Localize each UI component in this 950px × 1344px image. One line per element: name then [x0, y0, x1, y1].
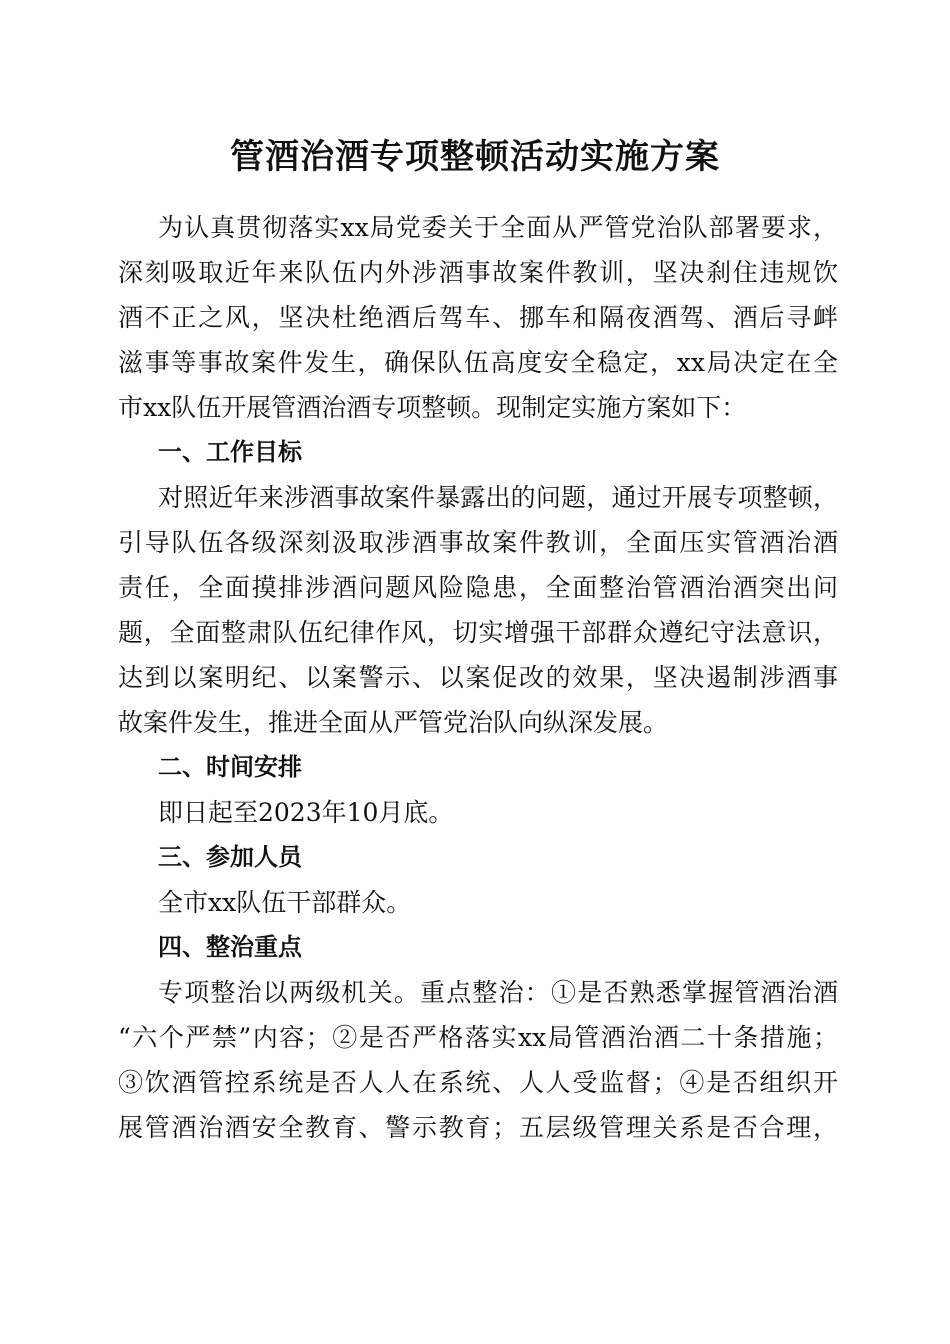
intro-line: 市xx队伍开展管酒治酒专项整顿。现制定实施方案如下：: [118, 393, 747, 422]
focus-line: ③饮酒管控系统是否人人在系统、人人受监督；④是否组织开: [118, 1068, 838, 1097]
intro-line: 深刻吸取近年来队伍内外涉酒事故案件教训，坚决刹住违规饮: [118, 258, 838, 287]
intro-line: 为认真贯彻落实xx局党委关于全面从严管党治队部署要求，: [158, 213, 838, 242]
section-heading-goals: 一、工作目标: [158, 438, 302, 466]
focus-line: 专项整治以两级机关。重点整治：①是否熟悉掌握管酒治酒: [158, 978, 838, 1007]
participants-line: 全市xx队伍干部群众。: [158, 888, 412, 917]
goals-line: 故案件发生，推进全面从严管党治队向纵深发展。: [118, 708, 669, 737]
intro-line: 酒不正之风，坚决杜绝酒后驾车、挪车和隔夜酒驾、酒后寻衅: [118, 303, 838, 332]
goals-line: 题，全面整肃队伍纪律作风，切实增强干部群众遵纪守法意识，: [118, 618, 838, 647]
goals-line: 达到以案明纪、以案警示、以案促改的效果，坚决遏制涉酒事: [118, 663, 838, 692]
intro-line: 滋事等事故案件发生，确保队伍高度安全稳定，xx局决定在全: [118, 348, 838, 377]
section-heading-participants: 三、参加人员: [158, 843, 302, 871]
goals-line: 责任，全面摸排涉酒问题风险隐患，全面整治管酒治酒突出问: [118, 573, 838, 602]
section-heading-focus: 四、整治重点: [158, 933, 302, 961]
goals-line: 引导队伍各级深刻汲取涉酒事故案件教训，全面压实管酒治酒: [118, 528, 838, 557]
schedule-line: 即日起至2023年10月底。: [158, 798, 454, 827]
document-body: [118, 205, 838, 1150]
focus-line: “六个严禁”内容；②是否严格落实xx局管酒治酒二十条措施；: [118, 1023, 838, 1052]
focus-line: 展管酒治酒安全教育、警示教育；五层级管理关系是否合理，: [118, 1113, 838, 1142]
document-title: 管酒治酒专项整顿活动实施方案: [230, 137, 720, 177]
section-heading-schedule: 二、时间安排: [158, 753, 302, 781]
goals-line: 对照近年来涉酒事故案件暴露出的问题，通过开展专项整顿，: [158, 483, 838, 512]
